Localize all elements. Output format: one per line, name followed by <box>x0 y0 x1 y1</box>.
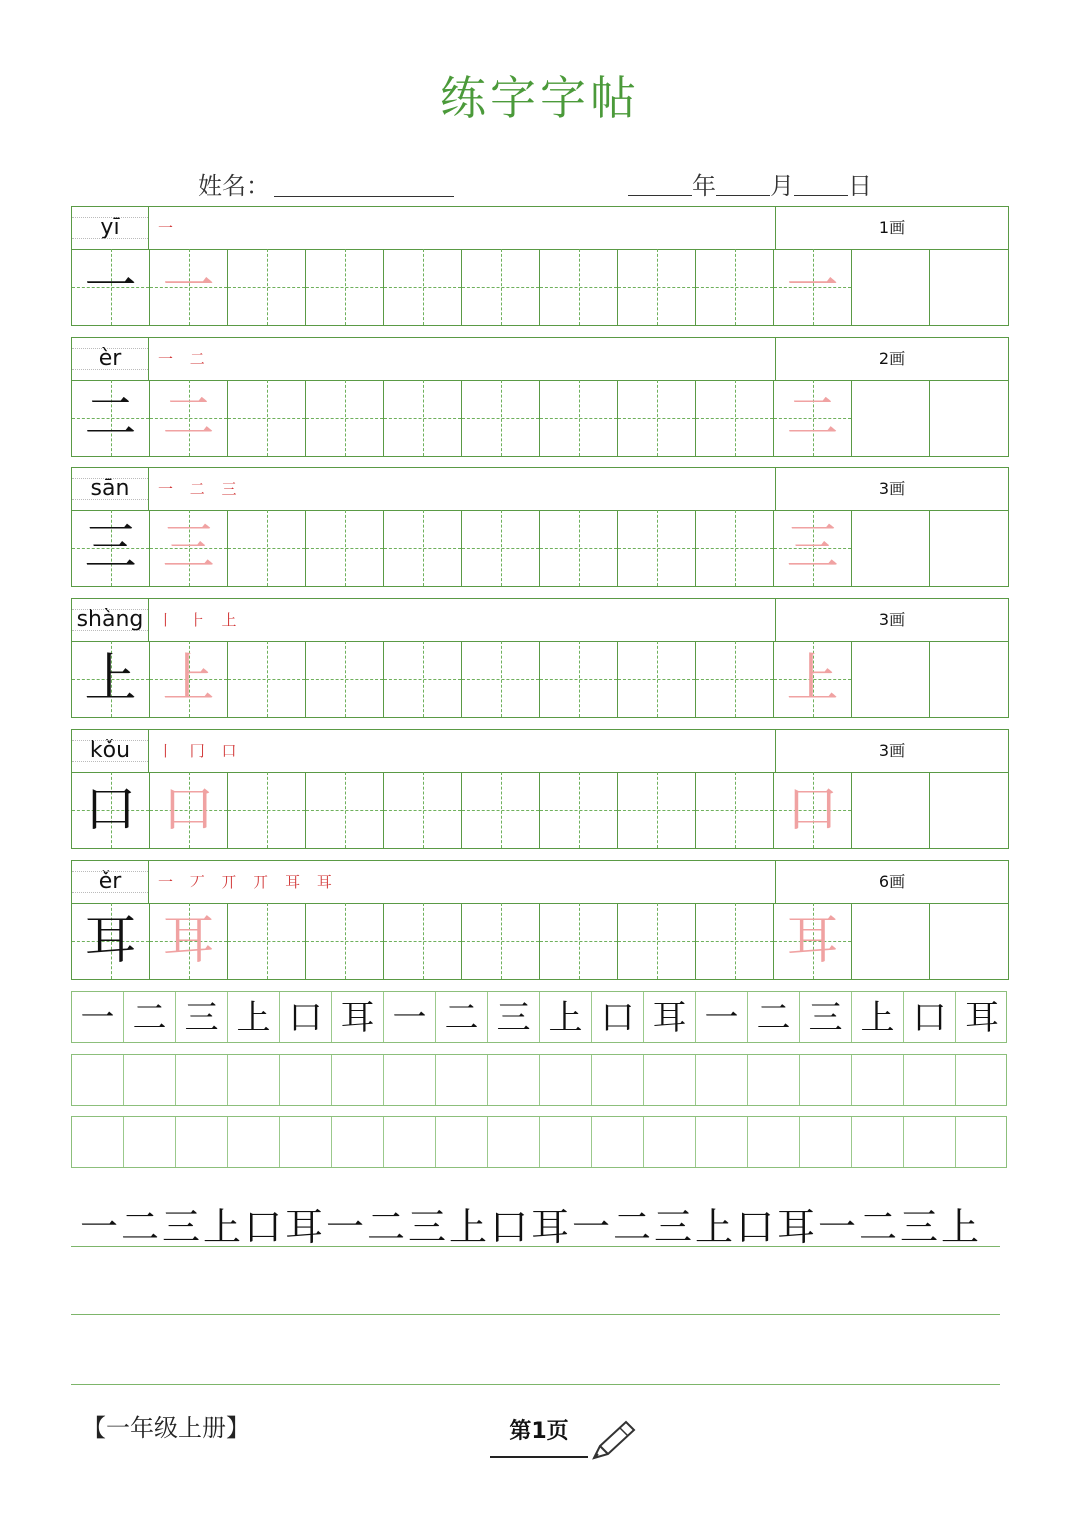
character-box[interactable]: 耳 <box>332 992 384 1042</box>
grid-cell[interactable] <box>774 772 852 848</box>
year-field[interactable] <box>628 166 692 196</box>
character-box[interactable]: 一 <box>696 992 748 1042</box>
grid-cell[interactable] <box>540 641 618 717</box>
grid-cell[interactable] <box>462 641 540 717</box>
model-character: 一 <box>84 257 137 317</box>
character-box-row <box>71 1054 1007 1106</box>
character-box[interactable]: 三 <box>488 992 540 1042</box>
character-box[interactable]: 上 <box>852 992 904 1042</box>
grid-cell[interactable] <box>696 380 774 456</box>
grid-cell[interactable] <box>462 380 540 456</box>
character-box[interactable] <box>696 1117 748 1167</box>
practice-block <box>71 598 1009 718</box>
stroke-order: 丨 ⺊ 上 <box>158 611 243 629</box>
character-box[interactable] <box>748 1117 800 1167</box>
grid-cell[interactable] <box>930 772 1007 848</box>
day-field[interactable] <box>794 166 848 196</box>
grid-cell[interactable] <box>306 641 384 717</box>
name-field[interactable] <box>274 196 454 197</box>
character-box[interactable]: 耳 <box>644 992 696 1042</box>
pinyin: shàng <box>72 599 149 641</box>
character-box[interactable]: 口 <box>592 992 644 1042</box>
block-header <box>72 207 1008 250</box>
trace-character: 一 <box>786 257 839 317</box>
grid-cell[interactable] <box>852 510 930 586</box>
character-box[interactable] <box>280 1055 332 1105</box>
grid-cell[interactable] <box>696 772 774 848</box>
grid-cell[interactable] <box>72 772 150 848</box>
grid-cell[interactable] <box>540 510 618 586</box>
block-header <box>72 599 1008 642</box>
grid-cell[interactable] <box>150 249 228 325</box>
grid-cell[interactable] <box>696 510 774 586</box>
pinyin: èr <box>72 338 149 380</box>
grid-cell[interactable] <box>72 903 150 979</box>
grid-cell[interactable] <box>306 510 384 586</box>
grid-cell[interactable] <box>150 510 228 586</box>
character-box[interactable] <box>332 1055 384 1105</box>
page-title: 练字字帖 <box>440 71 640 125</box>
line-practice-text: 一二三上口耳一二三上口耳一二三上口耳一二三上 <box>80 1205 983 1249</box>
character-box[interactable] <box>904 1117 956 1167</box>
grid-cell[interactable] <box>618 510 696 586</box>
grid-cell[interactable] <box>930 249 1007 325</box>
grid-cell[interactable] <box>696 903 774 979</box>
character-box[interactable] <box>852 1117 904 1167</box>
character-box[interactable] <box>644 1117 696 1167</box>
character-box[interactable] <box>800 1117 852 1167</box>
character-box[interactable] <box>436 1117 488 1167</box>
character-box[interactable] <box>644 1055 696 1105</box>
stroke-order: 一 <box>158 219 180 237</box>
stroke-count: 1画 <box>775 207 1008 249</box>
block-header <box>72 861 1008 904</box>
grid-cell[interactable] <box>930 380 1007 456</box>
character-box[interactable] <box>280 1117 332 1167</box>
character-box[interactable] <box>748 1055 800 1105</box>
stroke-order: 丨 冂 口 <box>158 742 243 760</box>
pinyin: yī <box>72 207 149 249</box>
model-character: 上 <box>84 649 137 709</box>
grid-cell[interactable] <box>774 380 852 456</box>
character-box[interactable] <box>696 1055 748 1105</box>
character-box[interactable] <box>956 1055 1008 1105</box>
grid-cell[interactable] <box>72 249 150 325</box>
grid-cell[interactable] <box>852 641 930 717</box>
block-header <box>72 338 1008 381</box>
character-box[interactable] <box>332 1117 384 1167</box>
grid-cell[interactable] <box>228 772 306 848</box>
trace-character: 上 <box>786 649 839 709</box>
block-header <box>72 468 1008 511</box>
grid-cell[interactable] <box>306 772 384 848</box>
trace-character: 口 <box>786 780 839 840</box>
character-box[interactable]: 上 <box>540 992 592 1042</box>
grid-cell[interactable] <box>540 380 618 456</box>
practice-block <box>71 467 1009 587</box>
character-box[interactable] <box>904 1055 956 1105</box>
character-box[interactable] <box>124 1055 176 1105</box>
grid-cell[interactable] <box>462 772 540 848</box>
grid-cell[interactable] <box>540 772 618 848</box>
grid-cell[interactable] <box>774 510 852 586</box>
grid-cell[interactable] <box>228 249 306 325</box>
grid-cell[interactable] <box>618 903 696 979</box>
character-box[interactable] <box>592 1117 644 1167</box>
grid-cell[interactable] <box>462 903 540 979</box>
grid-cell[interactable] <box>462 510 540 586</box>
character-box[interactable]: 一 <box>72 992 124 1042</box>
character-box-row <box>71 991 1007 1043</box>
character-box[interactable]: 一 <box>384 992 436 1042</box>
stroke-count: 3画 <box>775 468 1008 510</box>
stroke-order: 一 二 三 <box>158 480 243 498</box>
trace-character: 耳 <box>162 911 215 971</box>
grid-cell[interactable] <box>228 510 306 586</box>
month-label: 月 <box>770 172 794 200</box>
character-box[interactable] <box>384 1055 436 1105</box>
grid-cell[interactable] <box>228 641 306 717</box>
stroke-count: 3画 <box>775 599 1008 641</box>
date-field <box>628 166 872 200</box>
grid-cell[interactable] <box>618 641 696 717</box>
grid-cell[interactable] <box>774 249 852 325</box>
trace-character: 二 <box>162 388 215 448</box>
model-character: 口 <box>84 780 137 840</box>
grid-cell[interactable] <box>384 510 462 586</box>
practice-block <box>71 860 1009 980</box>
character-box[interactable] <box>800 1055 852 1105</box>
stroke-count: 3画 <box>775 730 1008 772</box>
grid-cell[interactable] <box>150 380 228 456</box>
grid-cell[interactable] <box>150 772 228 848</box>
grade-label: 【一年级上册】 <box>82 1414 250 1442</box>
year-label: 年 <box>692 172 716 200</box>
grid-row <box>72 380 1008 456</box>
pinyin: ěr <box>72 861 149 903</box>
month-field[interactable] <box>716 166 770 196</box>
character-box[interactable]: 二 <box>748 992 800 1042</box>
character-box[interactable]: 二 <box>436 992 488 1042</box>
character-box[interactable] <box>540 1055 592 1105</box>
character-box[interactable] <box>228 1055 280 1105</box>
grid-cell[interactable] <box>384 380 462 456</box>
model-character: 耳 <box>84 911 137 971</box>
practice-block <box>71 206 1009 326</box>
character-box[interactable] <box>488 1055 540 1105</box>
grid-cell[interactable] <box>72 380 150 456</box>
grid-cell[interactable] <box>696 641 774 717</box>
character-box[interactable]: 口 <box>280 992 332 1042</box>
character-box[interactable] <box>540 1117 592 1167</box>
page-number: 第1页 <box>490 1414 588 1458</box>
writing-line <box>71 1246 1000 1247</box>
grid-cell[interactable] <box>72 510 150 586</box>
grid-cell[interactable] <box>384 772 462 848</box>
character-box[interactable]: 三 <box>176 992 228 1042</box>
grid-cell[interactable] <box>462 249 540 325</box>
stroke-count: 2画 <box>775 338 1008 380</box>
grid-cell[interactable] <box>774 641 852 717</box>
grid-cell[interactable] <box>150 903 228 979</box>
trace-character: 三 <box>786 518 839 578</box>
grid-cell[interactable] <box>930 510 1007 586</box>
trace-character: 耳 <box>786 911 839 971</box>
character-box[interactable] <box>72 1055 124 1105</box>
grid-cell[interactable] <box>852 772 930 848</box>
character-box[interactable]: 二 <box>124 992 176 1042</box>
model-character: 三 <box>84 518 137 578</box>
practice-block <box>71 337 1009 457</box>
grid-cell[interactable] <box>384 641 462 717</box>
character-box[interactable] <box>176 1117 228 1167</box>
character-box[interactable] <box>956 1117 1008 1167</box>
writing-line[interactable] <box>71 1314 1000 1315</box>
character-box[interactable]: 口 <box>904 992 956 1042</box>
grid-cell[interactable] <box>306 903 384 979</box>
grid-row <box>72 903 1008 979</box>
grid-row <box>72 641 1008 717</box>
day-label: 日 <box>848 172 872 200</box>
stroke-count: 6画 <box>775 861 1008 903</box>
block-header <box>72 730 1008 773</box>
character-box[interactable]: 上 <box>228 992 280 1042</box>
grid-cell[interactable] <box>72 641 150 717</box>
character-box[interactable] <box>852 1055 904 1105</box>
grid-cell[interactable] <box>930 641 1007 717</box>
character-box[interactable] <box>384 1117 436 1167</box>
character-box[interactable] <box>72 1117 124 1167</box>
character-box[interactable] <box>124 1117 176 1167</box>
name-label: 姓名： <box>198 172 270 200</box>
grid-row <box>72 510 1008 586</box>
pinyin: sān <box>72 468 149 510</box>
grid-cell[interactable] <box>540 249 618 325</box>
grid-row <box>72 249 1008 325</box>
grid-cell[interactable] <box>618 380 696 456</box>
grid-cell[interactable] <box>306 249 384 325</box>
trace-character: 二 <box>786 388 839 448</box>
grid-cell[interactable] <box>852 249 930 325</box>
practice-block <box>71 729 1009 849</box>
grid-cell[interactable] <box>384 903 462 979</box>
character-box[interactable] <box>176 1055 228 1105</box>
grid-cell[interactable] <box>384 249 462 325</box>
grid-cell[interactable] <box>150 641 228 717</box>
grid-cell[interactable] <box>852 903 930 979</box>
grid-cell[interactable] <box>618 772 696 848</box>
grid-cell[interactable] <box>306 380 384 456</box>
character-box[interactable] <box>228 1117 280 1167</box>
character-box[interactable]: 耳 <box>965 998 999 1038</box>
grid-cell[interactable] <box>228 903 306 979</box>
grid-cell[interactable] <box>540 903 618 979</box>
grid-cell[interactable] <box>852 380 930 456</box>
character-box[interactable] <box>592 1055 644 1105</box>
writing-line[interactable] <box>71 1384 1000 1385</box>
model-character: 二 <box>84 388 137 448</box>
character-box-row <box>71 1116 1007 1168</box>
grid-cell[interactable] <box>774 903 852 979</box>
trace-character: 口 <box>162 780 215 840</box>
trace-character: 一 <box>162 257 215 317</box>
grid-row <box>72 772 1008 848</box>
character-box[interactable]: 三 <box>800 992 852 1042</box>
grid-cell[interactable] <box>228 380 306 456</box>
pen-icon <box>588 1418 638 1464</box>
character-box[interactable] <box>488 1117 540 1167</box>
grid-cell[interactable] <box>618 249 696 325</box>
trace-character: 上 <box>162 649 215 709</box>
stroke-order: 一 丆 丌 丌 耳 耳 <box>158 873 338 891</box>
grid-cell[interactable] <box>696 249 774 325</box>
pinyin: kǒu <box>72 730 149 772</box>
grid-cell[interactable] <box>930 903 1007 979</box>
character-box[interactable] <box>436 1055 488 1105</box>
trace-character: 三 <box>162 518 215 578</box>
stroke-order: 一 二 <box>158 350 211 368</box>
